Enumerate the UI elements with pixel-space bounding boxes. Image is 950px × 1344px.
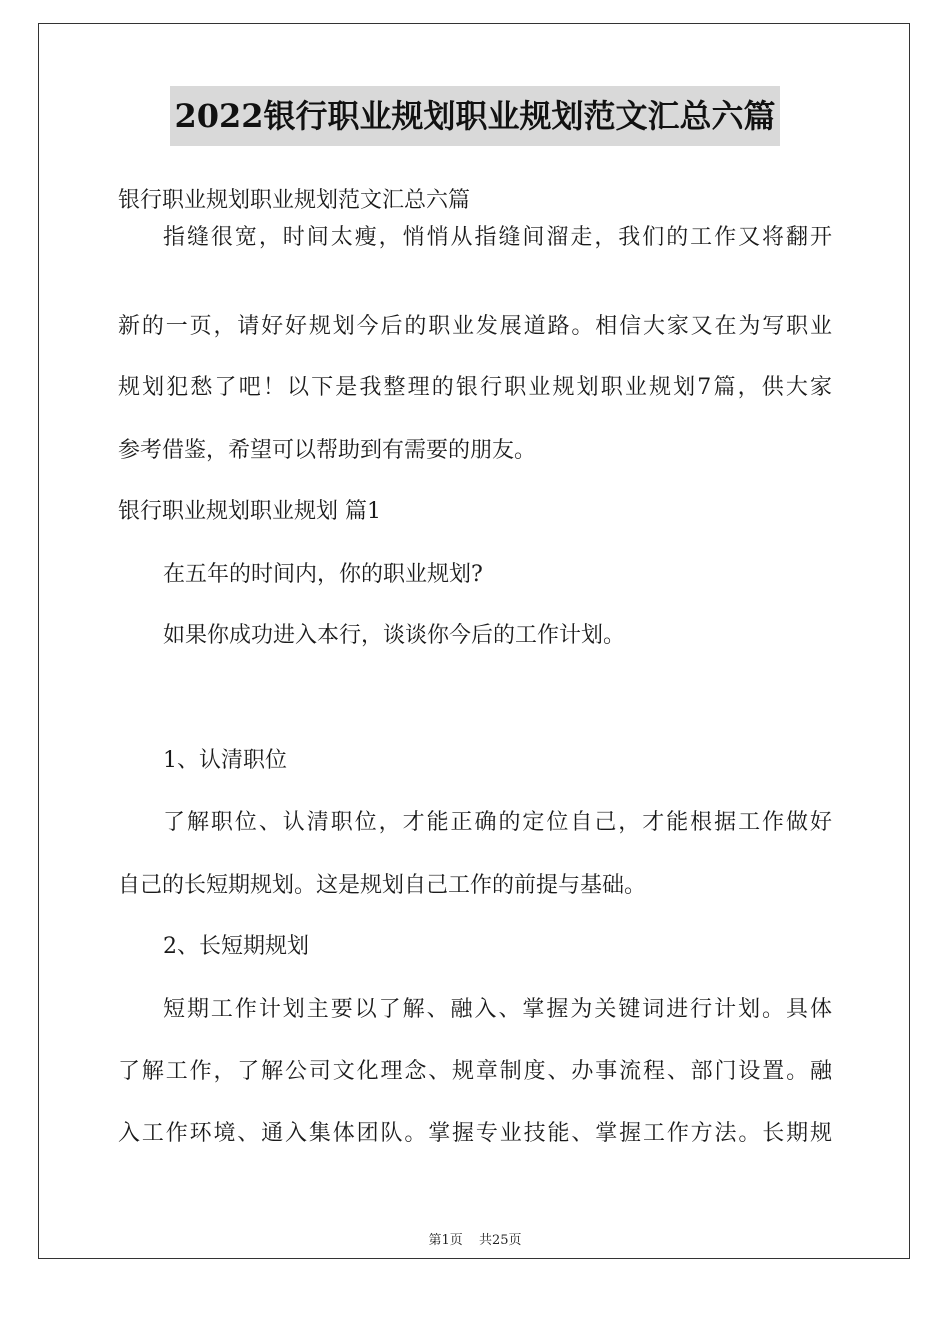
document-title: 2022银行职业规划职业规划范文汇总六篇 xyxy=(170,86,779,146)
page-number-current: 第1页 xyxy=(428,1233,463,1248)
intro-line: 指缝很宽，时间太瘦，悄悄从指缝间溜走，我们的工作又将翻开 xyxy=(163,225,832,250)
question-line: 在五年的时间内，你的职业规划? xyxy=(163,562,483,587)
point-text-line: 了解工作，了解公司文化理念、规章制度、办事流程、部门设置。融 xyxy=(118,1059,832,1084)
intro-line: 参考借鉴，希望可以帮助到有需要的朋友。 xyxy=(118,438,537,463)
question-line: 如果你成功进入本行，谈谈你今后的工作计划。 xyxy=(163,623,626,648)
page-number-total: 共25页 xyxy=(478,1233,522,1248)
section-heading: 银行职业规划职业规划 篇1 xyxy=(118,499,381,524)
intro-line: 规划犯愁了吧！以下是我整理的银行职业规划职业规划7篇，供大家 xyxy=(118,375,832,400)
point-text-line: 短期工作计划主要以了解、融入、掌握为关键词进行计划。具体 xyxy=(163,997,832,1022)
point-text-line: 入工作环境、通入集体团队。掌握专业技能、掌握工作方法。长期规 xyxy=(118,1121,832,1146)
intro-line: 新的一页，请好好规划今后的职业发展道路。相信大家又在为写职业 xyxy=(118,314,832,339)
point-heading: 2、长短期规划 xyxy=(163,934,309,959)
page-footer xyxy=(0,1232,950,1250)
point-text-line: 了解职位、认清职位，才能正确的定位自己，才能根据工作做好 xyxy=(163,810,832,835)
document-subtitle: 银行职业规划职业规划范文汇总六篇 xyxy=(118,188,471,213)
point-heading: 1、认清职位 xyxy=(163,748,287,773)
point-text-line: 自己的长短期规划。这是规划自己工作的前提与基础。 xyxy=(118,873,647,898)
title-container xyxy=(0,86,950,146)
